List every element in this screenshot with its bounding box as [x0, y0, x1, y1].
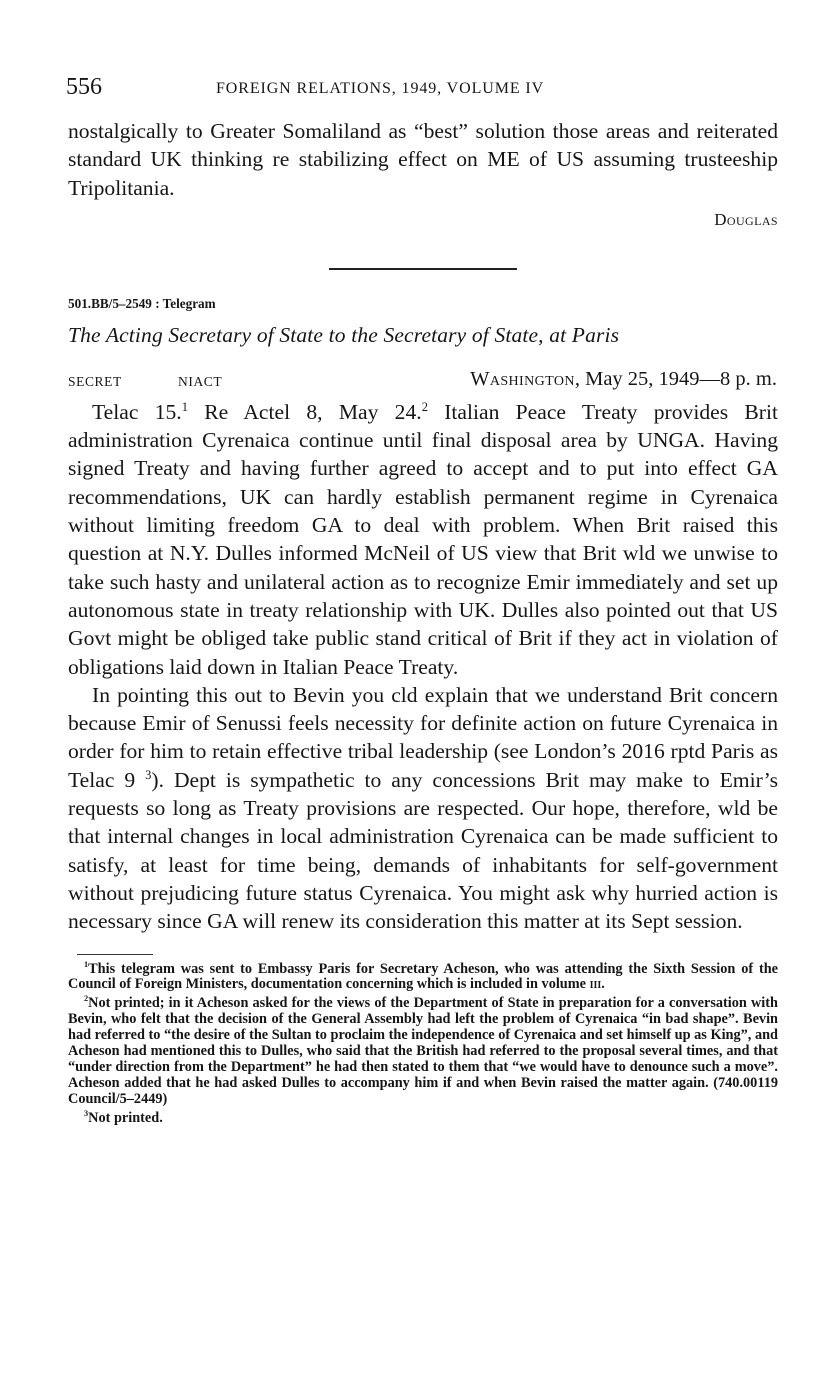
footnotes — [68, 959, 778, 1127]
footnote-2-text: Not printed; in it Acheson asked for the views of the Department of State in preparation for a conversation with Bevin, who felt that the decision of the General Assembly had left the problem of Cyrenaica “in bad shape”. Bevin had referred to “the desire of the Sultan to proclaim the independence of Cyrenaica and set himself up as King”, and Acheson had mentioned this to Dulles, who said that the British had referred to the proposal several times, and that “under direction from the Department” he had then stated to them that “we would have to denounce such a move”. Acheson added that he had asked Dulles to accompany him if and when Bevin raised the matter again. (740.00119 Council/5–2449) — [68, 995, 778, 1107]
footnote-reference-3: 3 — [145, 767, 152, 782]
page-number: 556 — [66, 74, 102, 100]
previous-document-ending: nostalgically to Greater Somaliland as “best” solution those areas and reiterated standard UK thinking re stabilizing effect on ME of US assuming trusteeship Tripolitania. — [68, 119, 778, 200]
file-reference: 501.BB/5–2549 : Telegram — [68, 295, 216, 311]
classification-label: SECRET — [68, 373, 122, 389]
footnote-1-text-a: This telegram was sent to Embassy Paris for Secretary Acheson, who was attending the Sixth Session of the Council of Foreign Ministers, documentation concerning which is included in volume — [68, 960, 778, 993]
footnote-marker-1: 1 — [84, 959, 89, 969]
telegram-dateline — [68, 368, 778, 396]
footnote-divider — [77, 954, 153, 955]
footnote-marker-3: 3 — [84, 1108, 89, 1118]
footnote-1-volume: iii — [589, 976, 602, 993]
document-heading: The Acting Secretary of State to the Secretary of State, at Paris — [68, 322, 620, 347]
footnote-reference-2: 2 — [421, 399, 428, 414]
paragraph-1-reference-text: Re Actel 8, May 24. — [187, 399, 422, 424]
signature-douglas: Douglas — [714, 209, 778, 229]
section-divider — [329, 268, 517, 270]
place-name: Washington — [470, 367, 575, 390]
footnote-3 — [68, 1108, 778, 1127]
footnote-1 — [68, 959, 778, 994]
paragraph-2-opening: In pointing this out to Bevin you cld explain that we understand Brit concern because Emir of Senussi feels necessity for definite action on future Cyrenaica in order for him to retain effective tribal leadership (see London’s 2016 rptd Paris as Telac 9 — [68, 682, 778, 792]
telegram-paragraph-1 — [68, 398, 778, 681]
running-title: FOREIGN RELATIONS, 1949, VOLUME IV — [216, 80, 545, 97]
priority-label: NIACT — [178, 373, 223, 389]
document-page — [68, 70, 778, 1127]
footnote-marker-2: 2 — [84, 994, 89, 1004]
paragraph-1-body: Italian Peace Treaty provides Brit administration Cyrenaica continue until final disposal area by UNGA. Having signed Treaty and having further agreed to accept and to put into effect GA recommendations, UK can hardly establish permanent regime in Cyrenaica without limiting freedom GA to deal with problem. When Brit raised this question at N.Y. Dulles informed McNeil of US view that Brit wld we unwise to take such hasty and unilateral action as to recognize Emir immediately and set up autonomous state in treaty relationship with UK. Dulles also pointed out that US Govt might be obliged take public stand critical of Brit if they act in violation of obligations laid down in Italian Peace Treaty. — [68, 399, 778, 679]
running-head — [68, 70, 778, 104]
footnote-1-text-b: . — [601, 976, 605, 993]
telegram-paragraph-2 — [68, 681, 778, 936]
footnote-3-text: Not printed. — [88, 1109, 163, 1126]
date-and-place — [470, 368, 777, 391]
paragraph-1-opening: Telac 15. — [92, 399, 182, 424]
footnote-2 — [68, 996, 778, 1107]
paragraph-2-body: ). Dept is sympathetic to any concessions Brit may make to Emir’s requests so long as Treaty provisions are respected. Our hope, therefore, wld be that internal changes in local administration Cyrenaica can be made sufficient to satisfy, at least for time being, demands of inhabitants for self-government without prejudicing future status Cyrenaica. You might ask why hurried action is necessary since GA will renew its consideration this matter at its Sept session. — [68, 767, 779, 934]
footnote-reference-1: 1 — [181, 399, 188, 414]
date-time: , May 25, 1949—8 p. m. — [574, 367, 777, 390]
